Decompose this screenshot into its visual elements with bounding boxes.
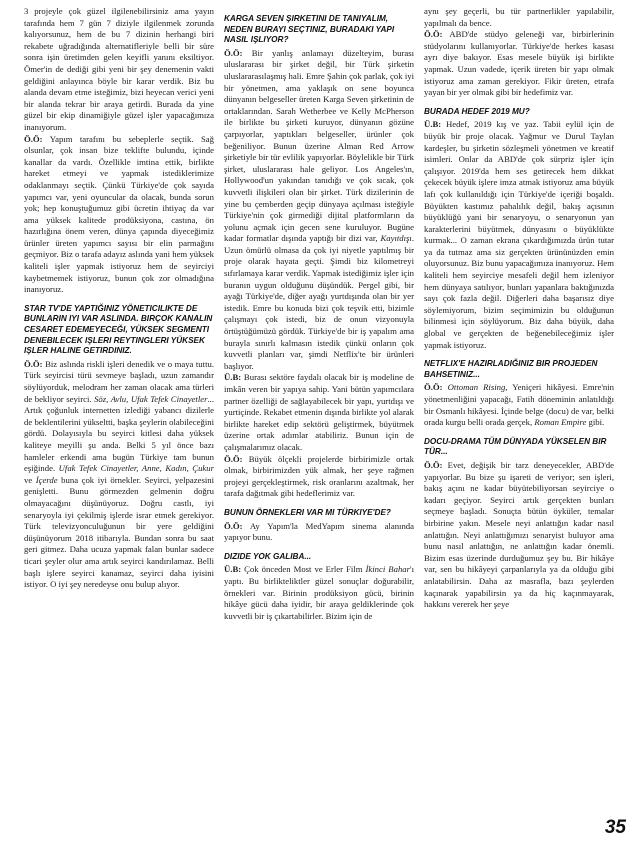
speaker-label: Ö.Ö:: [24, 133, 43, 144]
body-paragraph: [224, 521, 414, 544]
body-paragraph: [224, 372, 414, 453]
section-heading: DOCU-DRAMA TÜM DÜNYADA YÜKSELEN BIR TÜR...: [424, 436, 607, 457]
text-run: Burası sektöre faydalı olacak bir iş modeline de imkân veren bir yapıya sahip. Yani bütün yapımcılara partner özelliği de sağlayabilecek bir yapı, yurtdışı ve yurtiçinde. Rekabet etmenin dışında birlikte yol alarak birlikte hareket edip sektörü geliştirmek, büyütmek üzerine ortak adımlar atabiliriz. Bunun için de çalışmalarımız olacak.: [224, 372, 414, 452]
column-1: [24, 6, 214, 591]
body-paragraph: [224, 564, 414, 622]
body-paragraph: [224, 454, 414, 500]
column-2: [224, 6, 414, 622]
text-run: ... Artık çoğunluk internetten izlediği yabancı dizilerle de beklentilerini yükseltti, başka şeylerin olabileceğini gördü. Dolayısıyla bu seyirci kitlesi daha yüksek kaliteye meyilli şu anda. Belki 5 yıl önce bazı hamleler erkendi ama bugün Türkiye tam bunun eşiğinde.: [24, 393, 214, 474]
body-paragraph: [24, 6, 214, 134]
body-paragraph: [224, 48, 414, 373]
title-reference: Kayıtdışı: [380, 233, 412, 244]
text-run: gibi.: [586, 417, 605, 428]
body-paragraph: [424, 119, 614, 351]
text-run: Yapım tarafını bu sebeplerle seçtik. Sağ olsunlar, çok insan bize teklifte bulundu, içinde kanallar da vardı. Özellikle imtina ettik, birlikte hareket etmeyi ve yapmak istediklerimize odaklanmayı seçtik. Çünkü Türkiye'de çok sayıda yapımcı var, yeni oyuncular da olacak, bunda sorun yok; hep konuştuğumuz gibi ücretin ihtiyaç da var ama yüksek kalitede prodüksiyona, castına, ön hazırlığına önem veren, dünya çapında diyeceğimiz ürünler üreten yapımcı sayısı bir elin parmağını geçmiyor. Biz o tarafa adayız aslında yani hem yüksek kaliteli işler yapmak istiyoruz hem de seyirciyi kaybetmemek istiyoruz, bunun çok zor olmadığına inanıyoruz.: [24, 133, 214, 295]
title-reference: İçerde: [35, 474, 58, 485]
text-run: . Uzun ömürlü olmasa da çok iyi niyetle yaptılmış bir proje olarak hayata geçti. Şimdi biz kilometreyi sıfırlamaya karar verdik. Yapmak istediğimiz işler için buranın uygun olduğunu düşündük. Pergel gibi, bir ayağı Türkiye'de, diğer ayağı yurtdışında olan bir yer istedik. Emre bu konuda bizi çok teşvik etti, bizimle çalışmayı çok istedi, biz de onun vizyonuyla örtüştüğümüzü gördük. Türkiye'de bir iş yapalım ama burayla sınırlı kalmasın istedik çünkü onların çok kuvvetli planları var, şimdi Netflix'te bir ürünleri başlıyor.: [224, 233, 414, 371]
speaker-label: Ö.Ö:: [224, 47, 243, 58]
text-run: Biz aslında riskli işleri denedik ve o maya tuttu. Türk seyircisi türü sevmeye başladı, uzun zamandır söylüyorduk, melodram her zaman olacak ama türleri de bekliyor seyirci.: [24, 358, 214, 404]
body-paragraph: [424, 6, 614, 29]
column-3: [424, 6, 614, 611]
text-run: buna çok iyi örnekler. Seyirci, yelpazesini genişletti. Bunu görmezden gelmenin doğru olmayacağını düşünüyoruz. Doğru castlı, iyi senaryoyla iyi çekilmiş işlerde israr etmek gerekiyor. Türk televizyonculuğunun bir yere geldiğini düşünüyorum 2018 itibarıyla. Bundan sonra bu saat geri gitmez. Daha ucuza yapmak falan bunlar sadece ticari şeyler olur ama artık seyirci kandırılamaz. Belli başlı işlere seyirci kanamaz, seyirci daha iyisini istiyor. O iyi şey neredeyse onu bulup alıyor.: [24, 474, 214, 590]
speaker-label: Ü.B:: [424, 119, 442, 130]
section-heading: STAR TV'DE YAPTIĞINIZ YÖNETICILIKTE DE BUNLARIN IYI VAR ASLINDA. BIRÇOK KANALIN CESARET EDEMEYECEĞI, YÜKSEK SEGMENTI DENEBILECEK IŞLERI REYTINGLERI YÜKSEK IŞLER HALINE GETIRDINIZ.: [24, 303, 213, 356]
text-run: Evet, değişik bir tarz deneyecekler, ABD'de yapıyorlar. Bu bize şu işareti de veriyor; sen işleri, bakış açını ne kadar büyütebiliyorsan seyirciye o kadarı geçiyor. Seyirci artık gerçekten bunları seçmeye başladı. Sonuçta bütün öyküler, temalar birbirine yakın. Mesele neyi anlattığın kadar nasıl anlattığın. Neyi anlattığımızı senaryist buluyor ama bunu nasıl anlattığın, ne anlattığın kadar önemli. Bizim esas üzerinde durduğumuz şey bu. Bir hikâye var, sen bu hikâyeyi çarpanlarıyla ya da olduğu gibi anlatabilirsin. Daha az masrafla, bazı şeylerden kaçınarak yapabilirsin ya da hiç kaçınmayarak, hakkını vererek her şeye: [424, 459, 614, 610]
body-paragraph: [424, 29, 614, 99]
text-run: ABD'de stüdyo geleneği var, birbirlerinin stüdyolarını kullanıyorlar. Türkiye'de herkes kasası ayrı diye bakıyor. Esas mesele büyük işi birlikte yapmak. Uzun vadede, içerik üreten bir yapı olmak istiyoruz ama zaman gerekiyor. Fikir üreten, etrafa yayan bir yer olmak gibi bir hedefimiz var.: [424, 29, 614, 98]
body-paragraph: [424, 460, 614, 611]
text-run: Ay Yapım'la MedYapım sinema alanında yapıyor bunu.: [224, 520, 414, 543]
title-reference: Ottoman Rising: [447, 382, 506, 393]
text-run: Büyük ölçekli projelerde birbirimizle ortak olmak, birbirimizden yük almak, her şeye rağmen projeyi gerçekleştirmek, risk oranlarını azaltmak, her tarafa dağıtmak gibi hedeflerimiz var.: [224, 453, 414, 499]
section-heading: BUNUN ÖRNEKLERI VAR MI TÜRKIYE'DE?: [224, 507, 391, 517]
speaker-label: Ö.Ö:: [224, 520, 243, 531]
section-heading: BURADA HEDEF 2019 MU?: [424, 106, 530, 116]
speaker-label: Ö.Ö:: [24, 358, 43, 369]
speaker-label: Ü.B:: [224, 564, 242, 575]
text-run: 'ı yaptı. Bu birlikteliktler güzel sonuçlar doğurabilir, örnekleri var. Birinin prodüksiyon gücü, birinin hikâye gücü daha iyidir, bir araya geldiklerinde çok kuvvetli bir iş çıkartabilirler. Bizim için de: [224, 564, 414, 621]
section-heading: DIZIDE YOK GALIBA...: [224, 551, 312, 561]
text-run: , Yeniçeri hikâyesi. Emre'nin yönetmenliğini yapacağı, Fatih döneminin anlatıldığı bir Osmanlı hikâyesi. İçinde belge (docu) de var, belki orada kurgu belli orada gerçek,: [424, 382, 614, 428]
text-run: Çok önceden Most ve Erler Film: [241, 564, 366, 575]
speaker-label: Ö.Ö:: [424, 29, 443, 40]
title-reference: Söz, Avlu, Ufak Tefek Cinayetler: [94, 393, 208, 404]
title-reference: Roman Empire: [534, 417, 587, 428]
text-run: ve: [24, 474, 36, 485]
text-run: Bir yanlış anlamayı düzelteyim, burası uluslararası bir şirket değil, bir Türk şirketin uluslararasılaşmış hali. Emre Şahin çok parlak, çok iyi bir yönetmen, ama yaklaşık on sene boyunca dünyanın belgeseller üreten Karga Seven şirketinin de ortaklarından. Sarah Wetherbee ve Kelly McPherson ile birlikte bu şirketi kuruyor, dünyanın gözüne çarpıyorlar, yaptıkları belgeseller, ürünler çok beğeniliyor. Bunun üzerine Alman Red Arrow şirketiyle bir tür evlilik yapıyorlar. Böylelikle bir Türk şirket, uluslararası hale geliyor. Los Angeles'ın, Hollywood'un yakından tanıdığı ve çok sıcak, çok kuvvetli ilişkileri olan bir şirket. Türk dizilerinin de yine bu çemberden geçip dünyaya açılması isteğiyle Türkiye'nin çok girmediği dijital platformların da yolunu açmak için gecen sene kuruluyor. Bugüne kadar formatlar dışında yaptığı bir dizi var,: [224, 47, 414, 244]
title-reference: Ufak Tefek Cinayetler, Anne, Kadın, Çukur: [58, 463, 214, 474]
title-reference: İkinci Bahar: [365, 564, 411, 575]
speaker-label: Ö.Ö:: [424, 459, 443, 470]
body-paragraph: [24, 359, 214, 591]
body-paragraph: [424, 382, 614, 428]
section-heading: KARGA SEVEN ŞIRKETINI DE TANIYALIM, NEDEN BURAYI SEÇTINIZ, BURADAKI YAPI NASIL IŞLIYOR?: [224, 14, 395, 45]
text-run: aynı şey geçerli, bu tür partnerlikler yapılabilir, yapılmalı da bence.: [424, 6, 614, 28]
speaker-label: Ü.B:: [224, 372, 242, 383]
speaker-label: Ö.Ö:: [224, 453, 243, 464]
text-run: Hedef, 2019 kış ve yaz. Tabii eylül için de büyük bir proje olacak. Yağmur ve Durul Taylan kardeşler, bu şirketin sözleşmeli yönetmen ve kreatif isimleri. Onlar da ABD'de çok sürpriz işler için çalışıyor. 2019'da hem ses getirecek hem dikkat çekecek büyük işlere imza atmak istiyoruz ama büyük lafı çok kullanıldığı için Türkiye'de içeriği boşaldı. Büyükten kastımız pahalılık değil, bakış açısının büyüklüğü yani bir senaryoyu, o senaryonun yan karakterlerini büyütmek, dünyasını o büyüklükte kurmak... O zaman ekrana çıkardığımızda ürün tutar ya da tutmaz ama siz gerçekten ürününüzden emin oluyorsunuz. Biz bunu yapacağımıza inanıyoruz. Hem kaliteli hem seyirciye mesafeli değil hem izleniyor hem dünyaya satılıyor, bunları yapanlara baktığınızda sayı çok fazla değil. Diğerleri daha başarısız diye söylemiyorum, bizim seçimimizin bu olduğunun bilinmesi için söylüyorum. Biz daha büyük, daha global ve gerçekten de beğenebileceğimiz işler yapmak istiyoruz.: [424, 119, 614, 350]
section-heading: NETFLIX'E HAZIRLADIĞINIZ BIR PROJEDEN BAHSETINIZ...: [424, 359, 598, 379]
page-number: 35: [604, 817, 626, 838]
text-run: 3 projeyle çok güzel ilgilenebilirsiniz ama yayın tarafında hem 7 gün 7 diziyle ilgilenmek zorunda kalıyorsunuz, hem de bu 7 dizinin herhangi biri rekabete uğradığında alternatifleriyle belli bir süre sonra işin üretimden gelen keyifli yanını eksiltiyor. Ömer'in de dediği gibi yeni bir şey denemenin vakti geldiğini anlayınca böyle bir karar verdik. Biz bu alanda devam etme isteğimiz, bizi heyecan verici yeni bir alanda tekrar bir araya getirdi. Burada da yine güzel bir ekip dinamiğiyle güzel işler yapacağımıza inanıyorum.: [24, 6, 214, 132]
body-paragraph: [24, 134, 214, 296]
speaker-label: Ö.Ö:: [424, 382, 443, 393]
